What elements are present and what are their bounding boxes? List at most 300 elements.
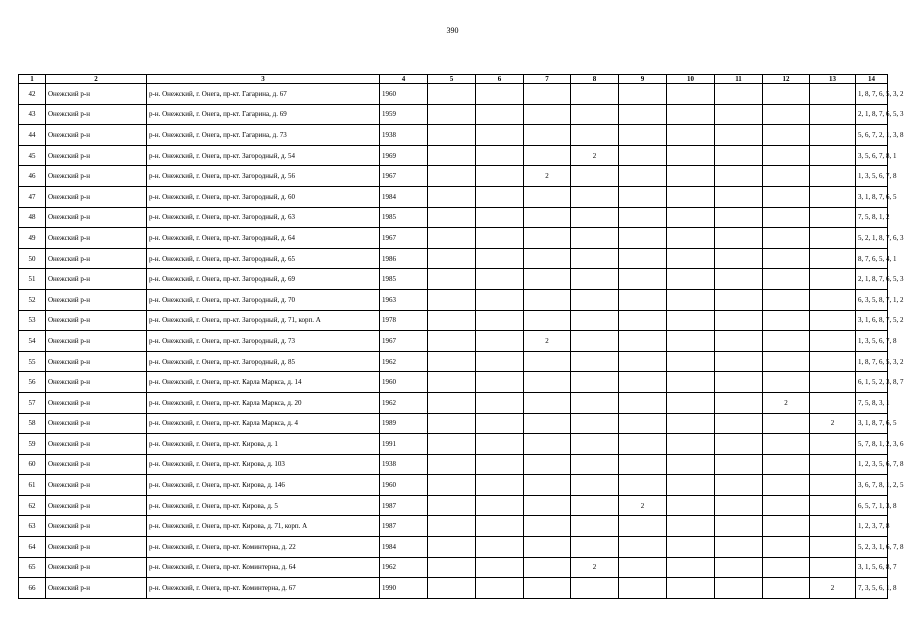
cell-col-14: 3, 1, 8, 7, 6, 5 — [856, 413, 888, 434]
cell-col-7 — [524, 84, 571, 105]
cell-col-3: р-н. Онежский, г. Онега, пр-кт. Кирова, д. 103 — [147, 454, 380, 475]
cell-col-4: 1960 — [380, 475, 428, 496]
cell-col-5 — [428, 495, 476, 516]
cell-col-1: 66 — [19, 578, 46, 599]
cell-col-3: р-н. Онежский, г. Онега, пр-кт. Карла Маркса, д. 20 — [147, 392, 380, 413]
cell-col-5 — [428, 125, 476, 146]
column-header-13: 13 — [810, 75, 856, 84]
cell-col-9: 2 — [619, 495, 667, 516]
cell-col-2: Онежский р-н — [46, 166, 147, 187]
cell-col-14: 2, 1, 8, 7, 6, 5, 3 — [856, 269, 888, 290]
cell-col-5 — [428, 166, 476, 187]
cell-col-12 — [763, 351, 810, 372]
cell-col-14: 5, 7, 8, 1, 2, 3, 6 — [856, 434, 888, 455]
cell-col-11 — [715, 145, 763, 166]
cell-col-9 — [619, 145, 667, 166]
cell-col-1: 62 — [19, 495, 46, 516]
table-row — [19, 289, 888, 310]
cell-col-13 — [810, 166, 856, 187]
cell-col-1: 56 — [19, 372, 46, 393]
cell-col-5 — [428, 392, 476, 413]
cell-col-4: 1967 — [380, 166, 428, 187]
cell-col-10 — [667, 495, 715, 516]
cell-col-4: 1986 — [380, 248, 428, 269]
cell-col-12 — [763, 475, 810, 496]
cell-col-7 — [524, 537, 571, 558]
cell-col-7 — [524, 125, 571, 146]
cell-col-13 — [810, 186, 856, 207]
cell-col-13 — [810, 495, 856, 516]
cell-col-8 — [571, 475, 619, 496]
cell-col-7 — [524, 186, 571, 207]
cell-col-8 — [571, 186, 619, 207]
cell-col-4: 1978 — [380, 310, 428, 331]
column-header-8: 8 — [571, 75, 619, 84]
cell-col-14: 1, 8, 7, 6, 5, 3, 2 — [856, 84, 888, 105]
table-row — [19, 310, 888, 331]
cell-col-8 — [571, 372, 619, 393]
cell-col-14: 1, 3, 5, 6, 7, 8 — [856, 166, 888, 187]
cell-col-1: 64 — [19, 537, 46, 558]
cell-col-9 — [619, 310, 667, 331]
cell-col-7 — [524, 454, 571, 475]
cell-col-6 — [476, 578, 524, 599]
cell-col-9 — [619, 351, 667, 372]
cell-col-10 — [667, 516, 715, 537]
cell-col-7 — [524, 516, 571, 537]
cell-col-1: 61 — [19, 475, 46, 496]
cell-col-3: р-н. Онежский, г. Онега, пр-кт. Кирова, д. 146 — [147, 475, 380, 496]
cell-col-5 — [428, 248, 476, 269]
cell-col-5 — [428, 84, 476, 105]
cell-col-8 — [571, 289, 619, 310]
cell-col-11 — [715, 228, 763, 249]
cell-col-7 — [524, 351, 571, 372]
cell-col-2: Онежский р-н — [46, 125, 147, 146]
cell-col-9 — [619, 269, 667, 290]
cell-col-4: 1938 — [380, 125, 428, 146]
table-row — [19, 207, 888, 228]
table-row — [19, 454, 888, 475]
cell-col-8 — [571, 434, 619, 455]
cell-col-3: р-н. Онежский, г. Онега, пр-кт. Загородный, д. 71, корп. А — [147, 310, 380, 331]
cell-col-11 — [715, 516, 763, 537]
cell-col-3: р-н. Онежский, г. Онега, пр-кт. Загородный, д. 70 — [147, 289, 380, 310]
cell-col-10 — [667, 145, 715, 166]
cell-col-4: 1984 — [380, 537, 428, 558]
cell-col-6 — [476, 145, 524, 166]
cell-col-6 — [476, 413, 524, 434]
cell-col-2: Онежский р-н — [46, 104, 147, 125]
cell-col-10 — [667, 537, 715, 558]
cell-col-5 — [428, 454, 476, 475]
cell-col-14: 2, 1, 8, 7, 6, 5, 3 — [856, 104, 888, 125]
cell-col-9 — [619, 372, 667, 393]
cell-col-1: 57 — [19, 392, 46, 413]
cell-col-14: 6, 1, 5, 2, 3, 8, 7 — [856, 372, 888, 393]
register-table — [18, 74, 904, 599]
cell-col-11 — [715, 372, 763, 393]
cell-col-5 — [428, 145, 476, 166]
cell-col-5 — [428, 269, 476, 290]
cell-col-4: 1959 — [380, 104, 428, 125]
cell-col-14: 1, 8, 7, 6, 5, 3, 2 — [856, 351, 888, 372]
column-header-1: 1 — [19, 75, 46, 84]
cell-col-5 — [428, 331, 476, 352]
cell-col-9 — [619, 434, 667, 455]
table-row — [19, 537, 888, 558]
table-row — [19, 186, 888, 207]
cell-col-7 — [524, 578, 571, 599]
cell-col-12 — [763, 166, 810, 187]
cell-col-10 — [667, 578, 715, 599]
cell-col-8 — [571, 310, 619, 331]
cell-col-10 — [667, 310, 715, 331]
cell-col-10 — [667, 248, 715, 269]
cell-col-3: р-н. Онежский, г. Онега, пр-кт. Карла Маркса, д. 14 — [147, 372, 380, 393]
cell-col-6 — [476, 331, 524, 352]
cell-col-11 — [715, 289, 763, 310]
cell-col-13 — [810, 475, 856, 496]
cell-col-13 — [810, 392, 856, 413]
cell-col-8 — [571, 495, 619, 516]
cell-col-3: р-н. Онежский, г. Онега, пр-кт. Загородный, д. 63 — [147, 207, 380, 228]
cell-col-13 — [810, 516, 856, 537]
cell-col-5 — [428, 186, 476, 207]
cell-col-14: 3, 1, 5, 6, 8, 7 — [856, 557, 888, 578]
cell-col-11 — [715, 454, 763, 475]
table-row — [19, 557, 888, 578]
cell-col-4: 1967 — [380, 331, 428, 352]
cell-col-8 — [571, 392, 619, 413]
cell-col-10 — [667, 454, 715, 475]
cell-col-13 — [810, 125, 856, 146]
cell-col-7 — [524, 475, 571, 496]
cell-col-1: 53 — [19, 310, 46, 331]
cell-col-13 — [810, 331, 856, 352]
cell-col-9 — [619, 537, 667, 558]
cell-col-11 — [715, 207, 763, 228]
cell-col-2: Онежский р-н — [46, 578, 147, 599]
cell-col-6 — [476, 351, 524, 372]
cell-col-1: 46 — [19, 166, 46, 187]
cell-col-4: 1962 — [380, 557, 428, 578]
cell-col-12 — [763, 310, 810, 331]
cell-col-3: р-н. Онежский, г. Онега, пр-кт. Загородный, д. 56 — [147, 166, 380, 187]
cell-col-9 — [619, 331, 667, 352]
cell-col-12 — [763, 289, 810, 310]
cell-col-13 — [810, 351, 856, 372]
cell-col-12 — [763, 557, 810, 578]
cell-col-12: 2 — [763, 392, 810, 413]
cell-col-2: Онежский р-н — [46, 228, 147, 249]
column-header-7: 7 — [524, 75, 571, 84]
cell-col-3: р-н. Онежский, г. Онега, пр-кт. Загородный, д. 65 — [147, 248, 380, 269]
cell-col-1: 65 — [19, 557, 46, 578]
cell-col-9 — [619, 186, 667, 207]
cell-col-2: Онежский р-н — [46, 557, 147, 578]
cell-col-11 — [715, 578, 763, 599]
cell-col-9 — [619, 516, 667, 537]
cell-col-3: р-н. Онежский, г. Онега, пр-кт. Загородный, д. 85 — [147, 351, 380, 372]
cell-col-14: 1, 3, 5, 6, 7, 8 — [856, 331, 888, 352]
cell-col-12 — [763, 537, 810, 558]
cell-col-10 — [667, 125, 715, 146]
cell-col-11 — [715, 475, 763, 496]
table-row — [19, 413, 888, 434]
cell-col-8 — [571, 516, 619, 537]
cell-col-5 — [428, 289, 476, 310]
cell-col-5 — [428, 228, 476, 249]
cell-col-3: р-н. Онежский, г. Онега, пр-кт. Загородный, д. 73 — [147, 331, 380, 352]
cell-col-1: 63 — [19, 516, 46, 537]
cell-col-10 — [667, 392, 715, 413]
cell-col-6 — [476, 248, 524, 269]
column-header-11: 11 — [715, 75, 763, 84]
cell-col-3: р-н. Онежский, г. Онега, пр-кт. Кирова, д. 71, корп. А — [147, 516, 380, 537]
cell-col-11 — [715, 84, 763, 105]
cell-col-10 — [667, 228, 715, 249]
cell-col-6 — [476, 104, 524, 125]
cell-col-3: р-н. Онежский, г. Онега, пр-кт. Карла Маркса, д. 4 — [147, 413, 380, 434]
cell-col-8 — [571, 578, 619, 599]
cell-col-5 — [428, 372, 476, 393]
cell-col-2: Онежский р-н — [46, 289, 147, 310]
cell-col-14: 5, 6, 7, 2, 1, 3, 8 — [856, 125, 888, 146]
cell-col-12 — [763, 207, 810, 228]
cell-col-10 — [667, 331, 715, 352]
cell-col-4: 1990 — [380, 578, 428, 599]
cell-col-11 — [715, 434, 763, 455]
header-row — [19, 75, 888, 84]
table-row — [19, 104, 888, 125]
cell-col-4: 1960 — [380, 372, 428, 393]
cell-col-4: 1984 — [380, 186, 428, 207]
cell-col-14: 6, 5, 7, 1, 3, 8 — [856, 495, 888, 516]
cell-col-1: 60 — [19, 454, 46, 475]
table-row — [19, 248, 888, 269]
cell-col-11 — [715, 269, 763, 290]
cell-col-13 — [810, 269, 856, 290]
cell-col-4: 1991 — [380, 434, 428, 455]
cell-col-2: Онежский р-н — [46, 310, 147, 331]
cell-col-10 — [667, 413, 715, 434]
cell-col-10 — [667, 166, 715, 187]
cell-col-6 — [476, 475, 524, 496]
cell-col-5 — [428, 351, 476, 372]
table-row — [19, 125, 888, 146]
cell-col-9 — [619, 578, 667, 599]
cell-col-7: 2 — [524, 331, 571, 352]
cell-col-12 — [763, 186, 810, 207]
cell-col-12 — [763, 104, 810, 125]
cell-col-9 — [619, 475, 667, 496]
cell-col-9 — [619, 166, 667, 187]
cell-col-7 — [524, 248, 571, 269]
cell-col-11 — [715, 495, 763, 516]
cell-col-9 — [619, 104, 667, 125]
cell-col-12 — [763, 434, 810, 455]
cell-col-3: р-н. Онежский, г. Онега, пр-кт. Загородный, д. 60 — [147, 186, 380, 207]
cell-col-4: 1987 — [380, 495, 428, 516]
cell-col-2: Онежский р-н — [46, 495, 147, 516]
cell-col-8 — [571, 84, 619, 105]
cell-col-3: р-н. Онежский, г. Онега, пр-кт. Кирова, д. 5 — [147, 495, 380, 516]
cell-col-4: 1938 — [380, 454, 428, 475]
cell-col-1: 59 — [19, 434, 46, 455]
cell-col-14: 7, 3, 5, 6, 1, 8 — [856, 578, 888, 599]
table-row — [19, 145, 888, 166]
cell-col-6 — [476, 495, 524, 516]
cell-col-10 — [667, 269, 715, 290]
cell-col-7 — [524, 413, 571, 434]
cell-col-1: 55 — [19, 351, 46, 372]
cell-col-8 — [571, 413, 619, 434]
cell-col-13 — [810, 454, 856, 475]
cell-col-5 — [428, 207, 476, 228]
page-number: 390 — [446, 26, 459, 35]
cell-col-1: 44 — [19, 125, 46, 146]
cell-col-2: Онежский р-н — [46, 413, 147, 434]
cell-col-13 — [810, 434, 856, 455]
cell-col-10 — [667, 289, 715, 310]
cell-col-12 — [763, 84, 810, 105]
table-row — [19, 372, 888, 393]
cell-col-7 — [524, 557, 571, 578]
cell-col-4: 1985 — [380, 207, 428, 228]
cell-col-14: 3, 1, 8, 7, 6, 5 — [856, 186, 888, 207]
cell-col-14: 1, 2, 3, 5, 6, 7, 8 — [856, 454, 888, 475]
cell-col-2: Онежский р-н — [46, 537, 147, 558]
cell-col-6 — [476, 454, 524, 475]
cell-col-13 — [810, 557, 856, 578]
cell-col-1: 50 — [19, 248, 46, 269]
cell-col-11 — [715, 125, 763, 146]
cell-col-7 — [524, 289, 571, 310]
cell-col-13: 2 — [810, 413, 856, 434]
cell-col-8 — [571, 537, 619, 558]
cell-col-7 — [524, 269, 571, 290]
cell-col-10 — [667, 434, 715, 455]
cell-col-12 — [763, 516, 810, 537]
cell-col-9 — [619, 207, 667, 228]
cell-col-9 — [619, 125, 667, 146]
cell-col-2: Онежский р-н — [46, 269, 147, 290]
cell-col-10 — [667, 207, 715, 228]
cell-col-6 — [476, 392, 524, 413]
cell-col-8 — [571, 351, 619, 372]
cell-col-7 — [524, 495, 571, 516]
cell-col-1: 54 — [19, 331, 46, 352]
cell-col-6 — [476, 310, 524, 331]
cell-col-11 — [715, 557, 763, 578]
cell-col-12 — [763, 269, 810, 290]
column-header-12: 12 — [763, 75, 810, 84]
table-row — [19, 84, 888, 105]
cell-col-8 — [571, 331, 619, 352]
cell-col-4: 1989 — [380, 413, 428, 434]
cell-col-12 — [763, 495, 810, 516]
cell-col-12 — [763, 454, 810, 475]
cell-col-8 — [571, 207, 619, 228]
cell-col-9 — [619, 248, 667, 269]
cell-col-2: Онежский р-н — [46, 434, 147, 455]
cell-col-6 — [476, 269, 524, 290]
cell-col-3: р-н. Онежский, г. Онега, пр-кт. Коминтерна, д. 64 — [147, 557, 380, 578]
cell-col-14: 3, 5, 6, 7, 8, 1 — [856, 145, 888, 166]
cell-col-2: Онежский р-н — [46, 516, 147, 537]
cell-col-1: 47 — [19, 186, 46, 207]
cell-col-12 — [763, 145, 810, 166]
column-header-4: 4 — [380, 75, 428, 84]
table-row — [19, 475, 888, 496]
cell-col-2: Онежский р-н — [46, 207, 147, 228]
cell-col-5 — [428, 434, 476, 455]
cell-col-6 — [476, 166, 524, 187]
cell-col-4: 1967 — [380, 228, 428, 249]
cell-col-6 — [476, 84, 524, 105]
cell-col-5 — [428, 537, 476, 558]
cell-col-6 — [476, 186, 524, 207]
table-row — [19, 516, 888, 537]
cell-col-9 — [619, 557, 667, 578]
cell-col-11 — [715, 351, 763, 372]
cell-col-7 — [524, 372, 571, 393]
cell-col-3: р-н. Онежский, г. Онега, пр-кт. Кирова, д. 1 — [147, 434, 380, 455]
cell-col-12 — [763, 331, 810, 352]
cell-col-9 — [619, 289, 667, 310]
cell-col-3: р-н. Онежский, г. Онега, пр-кт. Загородный, д. 64 — [147, 228, 380, 249]
column-header-10: 10 — [667, 75, 715, 84]
cell-col-7: 2 — [524, 166, 571, 187]
cell-col-5 — [428, 413, 476, 434]
cell-col-5 — [428, 578, 476, 599]
cell-col-10 — [667, 104, 715, 125]
cell-col-8 — [571, 166, 619, 187]
cell-col-12 — [763, 125, 810, 146]
cell-col-13 — [810, 145, 856, 166]
cell-col-2: Онежский р-н — [46, 454, 147, 475]
cell-col-4: 1963 — [380, 289, 428, 310]
cell-col-6 — [476, 372, 524, 393]
column-header-14: 14 — [856, 75, 888, 84]
cell-col-3: р-н. Онежский, г. Онега, пр-кт. Гагарина, д. 67 — [147, 84, 380, 105]
cell-col-4: 1962 — [380, 351, 428, 372]
cell-col-13 — [810, 537, 856, 558]
column-header-9: 9 — [619, 75, 667, 84]
table-row — [19, 228, 888, 249]
cell-col-3: р-н. Онежский, г. Онега, пр-кт. Коминтерна, д. 67 — [147, 578, 380, 599]
cell-col-9 — [619, 228, 667, 249]
cell-col-11 — [715, 104, 763, 125]
cell-col-14: 3, 6, 7, 8, 1, 2, 5 — [856, 475, 888, 496]
cell-col-14: 1, 2, 3, 7, 8 — [856, 516, 888, 537]
cell-col-10 — [667, 372, 715, 393]
cell-col-3: р-н. Онежский, г. Онега, пр-кт. Гагарина, д. 73 — [147, 125, 380, 146]
cell-col-8 — [571, 125, 619, 146]
cell-col-11 — [715, 186, 763, 207]
cell-col-6 — [476, 434, 524, 455]
cell-col-11 — [715, 537, 763, 558]
cell-col-12 — [763, 413, 810, 434]
cell-col-13 — [810, 248, 856, 269]
cell-col-10 — [667, 84, 715, 105]
cell-col-8 — [571, 104, 619, 125]
cell-col-6 — [476, 557, 524, 578]
cell-col-2: Онежский р-н — [46, 248, 147, 269]
cell-col-13 — [810, 228, 856, 249]
cell-col-9 — [619, 413, 667, 434]
